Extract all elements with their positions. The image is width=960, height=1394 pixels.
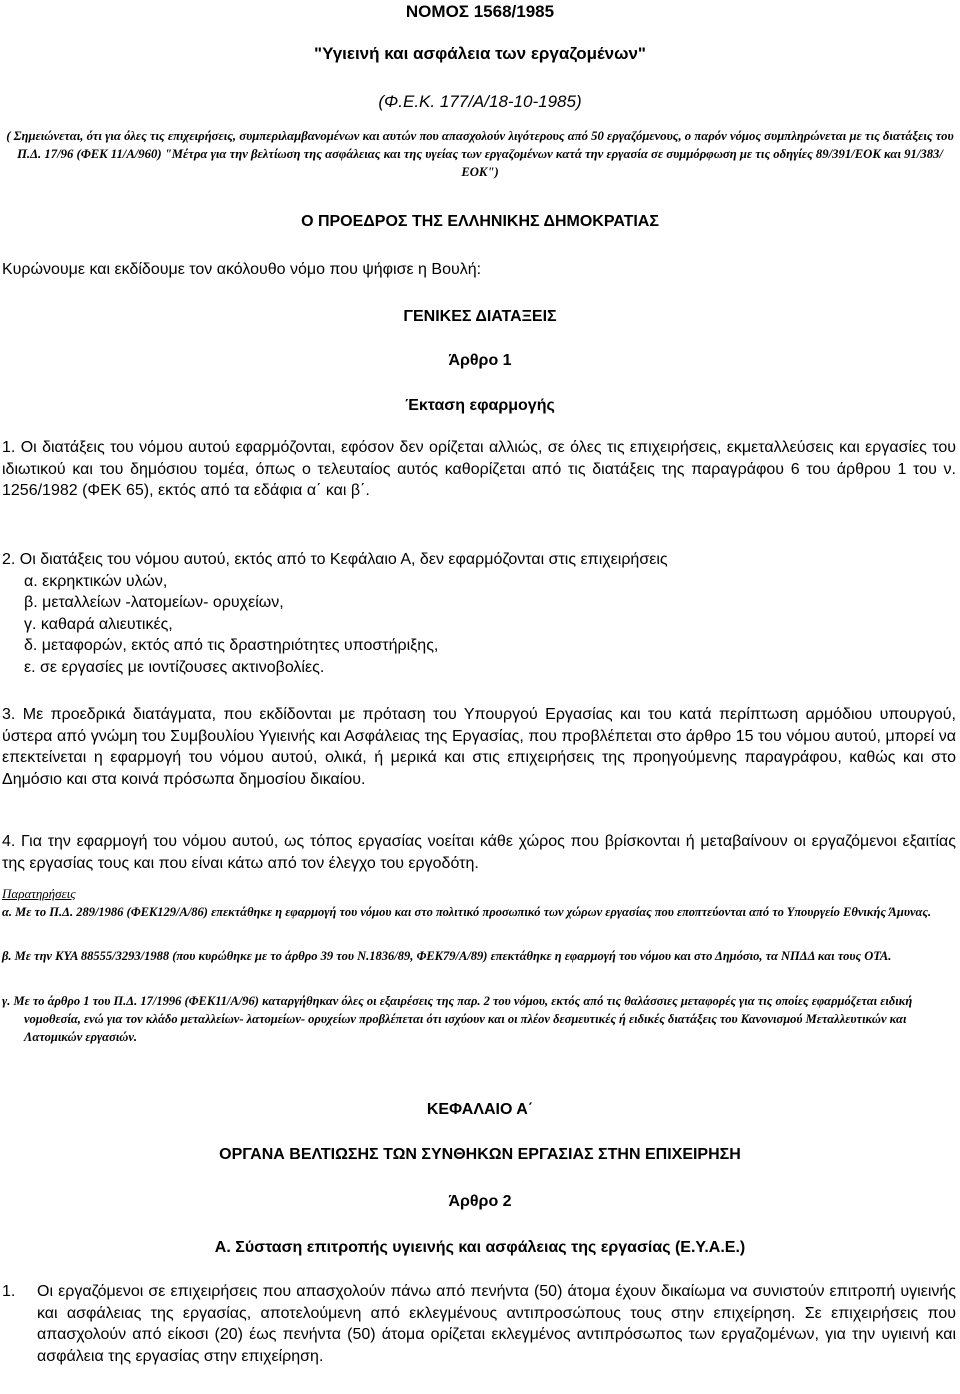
header-note: ( Σημειώνεται, ότι για όλες τις επιχειρήσεις, συμπεριλαμβανομένων και αυτών που απασχολούν λιγότερους από 50 εργαζόμενους, ο παρόν νόμος συμπληρώνεται με τις διατάξεις του Π.Δ. 17/96 (ΦΕΚ 11/Α/960) "Μέτρα για την βελτίωση της ασφάλειας και της υγείας των εργαζομένων κατά την εργασία σε συμμόρφωση με τις οδηγίες 89/391/ΕΟΚ και 91/383/ΕΟΚ") — [6, 129, 954, 179]
article1-paragraph-2 — [2, 549, 956, 678]
chapter-title: ΚΕΦΑΛΑΙΟ Α΄ — [426, 1101, 534, 1118]
remarks-heading: Παρατηρήσεις — [2, 886, 76, 901]
article2-section-a: Α. Σύσταση επιτροπής υγιεινής και ασφάλειας της εργασίας (Ε.Υ.Α.Ε.) — [214, 1239, 746, 1256]
law-title: ΝΟΜΟΣ 1568/1985 — [405, 2, 555, 21]
paragraph-2-intro: 2. Οι διατάξεις του νόμου αυτού, εκτός από το Κεφάλαιο Α, δεν εφαρμόζονται στις επιχειρήσεις — [2, 551, 668, 568]
article2-title: Άρθρο 2 — [448, 1193, 512, 1210]
article1-paragraph-4: 4. Για την εφαρμογή του νόμου αυτού, ως τόπος εργασίας νοείται κάθε χώρος που βρίσκονται ή μεταβαίνουν οι εργαζόμενοι εξαιτίας της εργασίας τους και που είναι κάτω από τον έλεγχο του εργοδότη. — [2, 833, 956, 872]
general-provisions-heading: ΓΕΝΙΚΕΣ ΔΙΑΤΑΞΕΙΣ — [403, 308, 557, 325]
list-item: β. μεταλλείων -λατομείων- ορυχείων, — [24, 594, 284, 611]
article1-title: Άρθρο 1 — [448, 352, 512, 369]
list-item: α. εκρηκτικών υλών, — [24, 572, 168, 590]
president-heading: Ο ΠΡΟΕΔΡΟΣ ΤΗΣ ΕΛΛΗΝΙΚΗΣ ΔΗΜΟΚΡΑΤΙΑΣ — [301, 213, 659, 230]
article1-paragraph-3: 3. Με προεδρικά διατάγματα, που εκδίδονται με πρόταση του Υπουργού Εργασίας και του κατά περίπτωση αρμόδιου υπουργού, ύστερα από γνώμη του Συμβουλίου Υγιεινής και Ασφάλειας της Εργασίας, που προβλέπεται στο άρθρο 15 του νόμου αυτού, μπορεί να επεκτείνεται η εφαρμογή του νόμου αυτού, ολικά, ή μερικά και στις επιχειρήσεις της προηγούμενης παραγράφου, καθώς και στο Δημόσιο και στα κοινά πρόσωπα δημοσίου δικαίου. — [2, 706, 956, 788]
enactment-text: Κυρώνουμε και εκδίδουμε τον ακόλουθο νόμο που ψήφισε η Βουλή: — [2, 261, 482, 278]
article2-paragraph-1-number: 1. — [2, 1283, 16, 1300]
article2-paragraph-1: Οι εργαζόμενοι σε επιχειρήσεις που απασχολούν πάνω από πενήντα (50) άτομα έχουν δικαίωμα να συνιστούν επιτροπή υγιεινής και ασφάλειας της εργασίας, αποτελούμενη από εκλεγμένους αντιπροσώπους τους στην επιχείρηση. Σε επιχειρήσεις που απασχολούν από είκοσι (20) έως πενήντα (50) άτομα ορίζεται εκλεγμένος αντιπρόσωπος των εργαζομένων, για την υγιεινή και ασφάλεια της εργασίας στην επιχείρηση. — [37, 1283, 956, 1365]
chapter-subtitle: ΟΡΓΑΝΑ ΒΕΛΤΙΩΣΗΣ ΤΩΝ ΣΥΝΘΗΚΩΝ ΕΡΓΑΣΙΑΣ ΣΤΗΝ ΕΠΙΧΕΙΡΗΣΗ — [219, 1146, 741, 1163]
gazette-reference: (Φ.Ε.Κ. 177/Α/18-10-1985) — [378, 92, 582, 111]
list-item: δ. μεταφορών, εκτός από τις δραστηριότητες υποστήριξης, — [24, 637, 439, 654]
remark-b: β. Με την ΚΥΑ 88555/3293/1988 (που κυρώθηκε με το άρθρο 39 του Ν.1836/89, ΦΕΚ79/Α/89) επεκτάθηκε η εφαρμογή του νόμου και στο Δημόσιο, τα ΝΠΔΔ και τους ΟΤΑ. — [2, 949, 892, 963]
remark-a: α. Με το Π.Δ. 289/1986 (ΦΕΚ129/Α/86) επεκτάθηκε η εφαρμογή του νόμου και στο πολιτικό προσωπικό των χώρων εργασίας που εποπτεύονται από το Υπουργείο Εθνικής Άμυνας. — [2, 905, 932, 919]
article1-paragraph-1: 1. Οι διατάξεις του νόμου αυτού εφαρμόζονται, εφόσον δεν ορίζεται αλλιώς, σε όλες τις επιχειρήσεις, εκμεταλλεύσεις και εργασίες του ιδιωτικού και του δημόσιου τομέα, όπως ο τελευταίος αυτός καθορίζεται από τις διατάξεις της παραγράφου 6 του άρθρου 1 του ν. 1256/1982 (ΦΕΚ 65), εκτός από τα εδάφια α΄ και β΄. — [2, 439, 956, 499]
law-subtitle: "Υγιεινή και ασφάλεια των εργαζομένων" — [314, 44, 646, 63]
article1-subtitle: Έκταση εφαρμογής — [405, 397, 555, 414]
list-item: ε. σε εργασίες με ιοντίζουσες ακτινοβολίες. — [24, 658, 325, 676]
list-item: γ. καθαρά αλιευτικές, — [24, 615, 173, 633]
remark-c: γ. Με το άρθρο 1 του Π.Δ. 17/1996 (ΦΕΚ11/Α/96) καταργήθηκαν όλες οι εξαιρέσεις της παρ. 2 του νόμου, εκτός από τις θαλάσσιες μεταφορές για τις οποίες εφαρμόζεται ειδική νομοθεσία, ενώ για τον κλάδο μεταλλείων- λατομείων- ορυχείων προβλέπεται ότι ισχύουν και οι πλέον δεσμευτικές ή ειδικές διατάξεις του Κανονισμού Μεταλλευτικών και Λατομικών εργασιών. — [2, 994, 913, 1044]
